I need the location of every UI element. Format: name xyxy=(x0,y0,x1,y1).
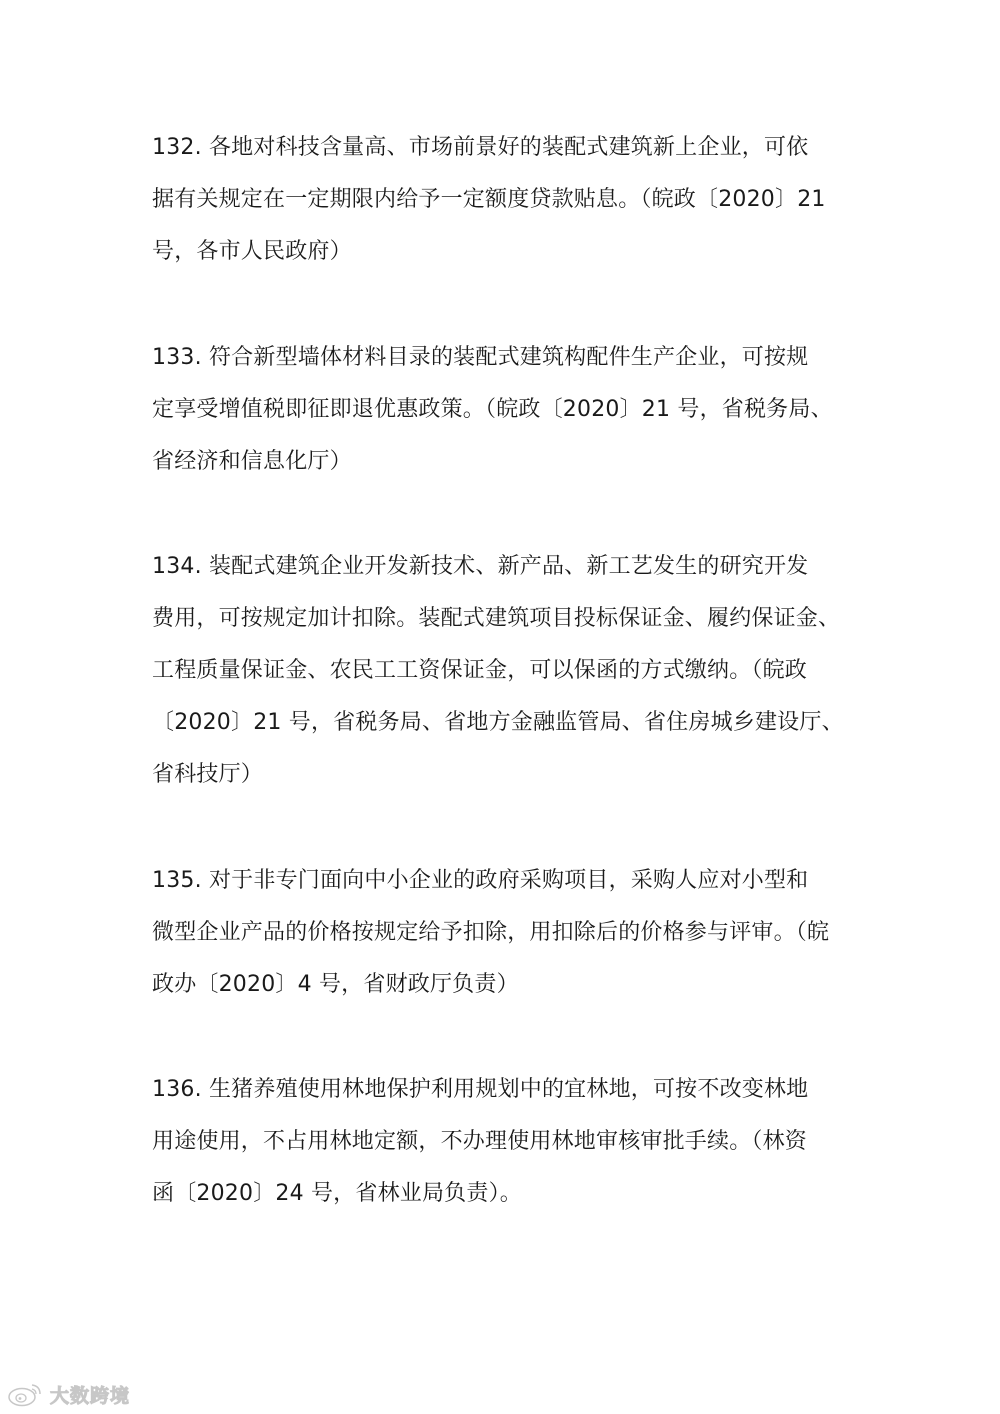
item-line: 据有关规定在一定期限内给予一定额度贷款贴息。（皖政〔2020〕21 xyxy=(152,187,826,212)
watermark xyxy=(6,1376,130,1412)
policy-item-133 xyxy=(152,332,852,488)
item-line: 微型企业产品的价格按规定给予扣除，用扣除后的价格参与评审。（皖 xyxy=(152,920,830,945)
item-line: 省科技厅） xyxy=(152,762,264,787)
watermark-text: 大数跨境 xyxy=(50,1384,131,1407)
policy-item-134 xyxy=(152,541,852,801)
item-line: 省经济和信息化厅） xyxy=(152,449,352,474)
item-line: 费用，可按规定加计扣除。装配式建筑项目投标保证金、履约保证金、 xyxy=(152,606,841,631)
policy-item-136 xyxy=(152,1064,852,1220)
item-line: 函〔2020〕24 号，省林业局负责）。 xyxy=(152,1181,522,1206)
item-line: 132. 各地对科技含量高、市场前景好的装配式建筑新上企业，可依 xyxy=(152,135,809,160)
item-line: 136. 生猪养殖使用林地保护利用规划中的宜林地，可按不改变林地 xyxy=(152,1077,809,1102)
item-line: 政办〔2020〕4 号，省财政厅负责） xyxy=(152,972,519,997)
item-line: 〔2020〕21 号，省税务局、省地方金融监管局、省住房城乡建设厅、 xyxy=(152,710,844,735)
policy-item-132 xyxy=(152,122,852,278)
item-line: 工程质量保证金、农民工工资保证金，可以保函的方式缴纳。（皖政 xyxy=(152,658,808,683)
item-line: 133. 符合新型墙体材料目录的装配式建筑构配件生产企业，可按规 xyxy=(152,345,809,370)
weibo-logo-icon xyxy=(6,1381,46,1407)
item-line: 定享受增值税即征即退优惠政策。（皖政〔2020〕21 号，省税务局、 xyxy=(152,397,833,422)
item-line: 用途使用，不占用林地定额，不办理使用林地审核审批手续。（林资 xyxy=(152,1129,808,1154)
policy-item-135 xyxy=(152,855,852,1011)
item-line: 号，各市人民政府） xyxy=(152,239,352,264)
item-line: 134. 装配式建筑企业开发新技术、新产品、新工艺发生的研究开发 xyxy=(152,554,809,579)
item-line: 135. 对于非专门面向中小企业的政府采购项目，采购人应对小型和 xyxy=(152,868,809,893)
